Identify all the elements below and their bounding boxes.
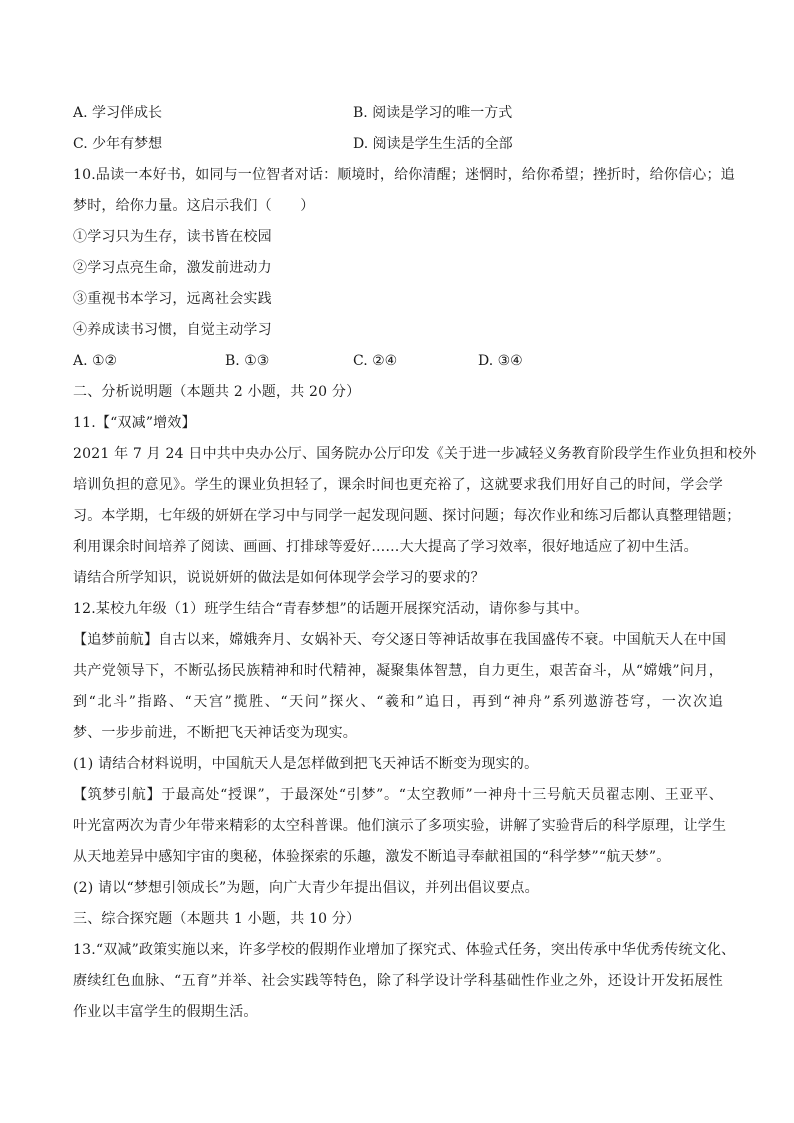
q11-question: 请结合所学知识，说说妍妍的做法是如何体现学会学习的要求的？ — [73, 570, 485, 586]
q9-option-c: C. 少年有梦想 — [73, 136, 163, 152]
q11-para-line-1: 2021 年 7 月 24 日中共中央办公厅、国务院办公厅印发《关于进一步减轻义务教育阶段学生作业负担和校外 — [73, 446, 757, 462]
q12-part1-line-2: 共产党领导下，不断弘扬民族精神和时代精神，凝聚集体智慧，自力更生，艰苦奋斗，从“嫦娥”问月， — [73, 663, 723, 679]
q10-stem-line-2: 梦时，给你力量。这启示我们（ ） — [73, 198, 315, 214]
q13-line-2: 赓续红色血脉、“五育”并举、社会实践等特色，除了科学设计学科基础性作业之外，还设计开发拓展性 — [73, 973, 723, 989]
q9-option-b: B. 阅读是学习的唯一方式 — [353, 105, 513, 121]
q12-subquestion-1: (1) 请结合材料说明，中国航天人是怎样做到把飞天神话不断变为现实的。 — [73, 756, 539, 772]
section-2-heading: 二、分析说明题（本题共 2 小题，共 20 分） — [73, 384, 361, 400]
q9-option-d: D. 阅读是学生生活的全部 — [353, 136, 513, 152]
q10-statement-1: ①学习只为生存，读书皆在校园 — [73, 229, 272, 245]
q12-part1-line-4: 梦、一步步前进，不断把飞天神话变为现实。 — [73, 725, 357, 741]
q9-option-a: A. 学习伴成长 — [73, 105, 163, 121]
q12-subquestion-2: (2) 请以“梦想引领成长”为题，向广大青少年提出倡议，并列出倡议要点。 — [73, 880, 539, 896]
q12-part2-line-2: 叶光富两次为青少年带来精彩的太空科普课。他们演示了多项实验，讲解了实验背后的科学原理，让学生 — [73, 818, 727, 834]
q10-stem-line-1: 10.品读一本好书，如同与一位智者对话：顺境时，给你清醒；迷惘时，给你希望；挫折时，给你信心；追 — [73, 167, 735, 183]
q12-part1-line-3: 到“北斗”指路、“天宫”揽胜、“天问”探火、“羲和”追日，再到“神舟”系列遨游苍穹，一次次追 — [73, 694, 723, 710]
q11-para-line-3: 习。本学期，七年级的妍妍在学习中与同学一起发现问题、探讨问题；每次作业和练习后都认真整理错题； — [73, 508, 741, 524]
q12-intro: 12.某校九年级（1）班学生结合“青春梦想”的话题开展探究活动，请你参与其中。 — [73, 601, 589, 617]
q11-para-line-2: 培训负担的意见》。学生的课业负担轻了，课余时间也更充裕了，这就要求我们用好自己的时间，学会学 — [73, 477, 723, 493]
q12-part2-line-3: 从天地差异中感知宇宙的奥秘，体验探索的乐趣，激发不断追寻奉献祖国的“科学梦”“航天梦”。 — [73, 849, 671, 865]
q10-statement-3: ③重视书本学习，远离社会实践 — [73, 291, 272, 307]
q10-option-c: C. ②④ — [353, 353, 398, 369]
q10-statement-4: ④养成读书习惯，自觉主动学习 — [73, 322, 272, 338]
q12-part1-line-1: 【追梦前航】自古以来，嫦娥奔月、女娲补天、夸父逐日等神话故事在我国盛传不衰。中国航天人在中国 — [73, 632, 727, 648]
q13-line-3: 作业以丰富学生的假期生活。 — [73, 1004, 258, 1020]
q11-para-line-4: 利用课余时间培养了阅读、画画、打排球等爱好……大大提高了学习效率，很好地适应了初中生活。 — [73, 539, 698, 555]
q10-statement-2: ②学习点亮生命，激发前进动力 — [73, 260, 272, 276]
q13-line-1: 13.“双减”政策实施以来，许多学校的假期作业增加了探究式、体验式任务，突出传承中华优秀传统文化、 — [73, 942, 736, 958]
q11-title: 11.【“双减”增效】 — [73, 415, 196, 431]
q10-option-a: A. ①② — [73, 353, 118, 369]
section-3-heading: 三、综合探究题（本题共 1 小题，共 10 分） — [73, 911, 361, 927]
q10-option-b: B. ①③ — [225, 353, 270, 369]
q10-option-d: D. ③④ — [478, 353, 523, 369]
q12-part2-line-1: 【筑梦引航】于最高处“授课”，于最深处“引梦”。“太空教师”一神舟十三号航天员翟志刚、王亚平、 — [73, 787, 723, 803]
